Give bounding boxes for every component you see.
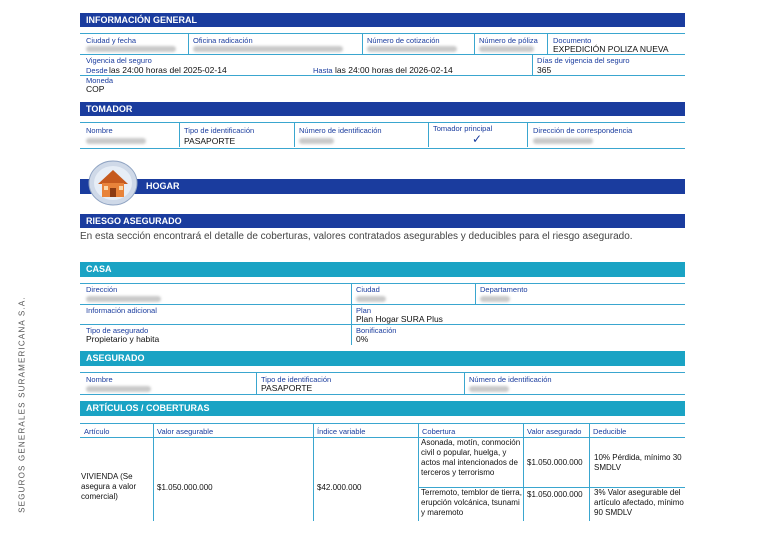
divider [80,372,685,373]
divider [294,123,295,147]
casa-bonificacion-value: 0% [356,334,369,344]
divider [474,34,475,54]
ciudad-label: Ciudad y fecha [86,36,137,45]
redacted-value [356,296,386,302]
col-header-valor-asegurado: Valor asegurado [527,427,582,436]
cotizacion-label: Número de cotización [367,36,440,45]
riesgo-description: En esta sección encontrará el detalle de coberturas, valores contratados asegurables y deducibles para el riesgo asegurado. [80,231,633,242]
redacted-value [86,46,176,52]
divider [80,324,685,325]
valor-asegurado-cell-2: $1.050.000.000 [527,490,583,499]
tomador-principal-label: Tomador principal [433,124,493,133]
divider [527,123,528,147]
section-header-casa: CASA [80,262,685,277]
divider [80,33,685,34]
section-header-riesgo: RIESGO ASEGURADO [80,214,685,228]
poliza-label: Número de póliza [479,36,538,45]
indice-cell: $42.000.000 [317,483,362,492]
casa-plan-value: Plan Hogar SURA Plus [356,314,443,324]
divider [523,424,524,521]
casa-bonificacion-label: Bonificación [356,326,397,335]
tomador-numero-label: Número de identificación [299,126,382,135]
tomador-tipo-label: Tipo de identificación [184,126,255,135]
documento-label: Documento [553,36,592,45]
tomador-nombre-label: Nombre [86,126,113,135]
redacted-value [367,46,457,52]
divider [313,424,314,521]
casa-info-label: Información adicional [86,306,157,315]
divider [589,424,590,521]
section-header-general: INFORMACIÓN GENERAL [80,13,685,27]
divider [532,55,533,75]
divider [547,34,548,54]
tomador-tipo-value: PASAPORTE [184,136,236,146]
cobertura-cell-2: Terremoto, temblor de tierra, erupción volcánica, tsunami y maremoto [421,488,522,517]
moneda-value: COP [86,84,105,94]
divider [80,437,685,438]
check-icon: ✓ [472,132,483,146]
redacted-value [86,386,151,392]
divider [351,284,352,304]
divider [188,34,189,54]
redacted-value [469,386,509,392]
valor-asegurado-cell-1: $1.050.000.000 [527,458,583,467]
divider [464,373,465,394]
divider [428,123,429,147]
divider [80,148,685,149]
dias-value: 365 [537,65,552,75]
asegurado-numero-label: Número de identificación [469,375,552,384]
tomador-direccion-label: Dirección de correspondencia [533,126,633,135]
divider [418,424,419,521]
divider [80,283,685,284]
vigencia-label: Vigencia del seguro [86,56,152,65]
divider [153,424,154,521]
oficina-label: Oficina radicación [193,36,253,45]
dias-label: Días de vigencia del seguro [537,56,630,65]
house-icon [88,160,138,206]
divider [179,123,180,147]
col-header-articulo: Artículo [84,427,110,436]
divider [256,373,257,394]
divider [351,305,352,345]
valor-asegurable-cell: $1.050.000.000 [157,483,213,492]
hasta-label: Hasta [313,66,333,75]
deducible-cell-1: 10% Pérdida, mínimo 30 SMDLV [594,453,682,472]
moneda-label: Moneda [86,76,114,85]
company-vertical-text: SEGUROS GENERALES SURAMERICANA S.A. [17,296,27,513]
cobertura-cell-1: Asonada, motín, conmoción civil o popular, huelga, y actos mal intencionados de terceros y terrorismo [421,438,521,477]
divider [80,394,685,395]
casa-tipo-value: Propietario y habita [86,334,160,344]
col-header-deducible: Deducible [593,427,627,436]
casa-tipo-label: Tipo de asegurado [86,326,149,335]
redacted-value [86,138,146,144]
deducible-cell-2: 3% Valor asegurable del artículo afectado, mínimo 90 SMDLV [594,488,684,517]
casa-departamento-label: Departamento [480,285,528,294]
asegurado-tipo-value: PASAPORTE [261,383,313,393]
casa-direccion-label: Dirección [86,285,118,294]
desde-label: Desde [86,66,108,75]
redacted-value [533,138,593,144]
divider [80,122,685,123]
divider [80,75,685,76]
section-header-hogar: HOGAR [80,179,685,194]
section-header-articulos: ARTÍCULOS / COBERTURAS [80,401,685,416]
articulo-cell: VIVIENDA (Se asegura a valor comercial) [81,472,137,501]
hasta-value: las 24:00 horas del 2026-02-14 [335,65,453,75]
casa-ciudad-label: Ciudad [356,285,380,294]
asegurado-nombre-label: Nombre [86,375,113,384]
divider [80,304,685,305]
redacted-value [479,46,534,52]
section-header-asegurado: ASEGURADO [80,351,685,366]
col-header-valor-asegurable: Valor asegurable [157,427,214,436]
casa-plan-label: Plan [356,306,372,315]
asegurado-tipo-label: Tipo de identificación [261,375,332,384]
desde-value: las 24:00 horas del 2025-02-14 [109,65,227,75]
divider [475,284,476,304]
col-header-cobertura: Cobertura [422,427,456,436]
divider [80,54,685,55]
redacted-value [299,138,334,144]
documento-value: EXPEDICIÓN POLIZA NUEVA [553,44,669,54]
redacted-value [193,46,343,52]
redacted-value [86,296,161,302]
col-header-indice: Índice variable [317,427,366,436]
divider [362,34,363,54]
redacted-value [480,296,510,302]
section-header-tomador: TOMADOR [80,102,685,116]
divider [80,423,685,424]
